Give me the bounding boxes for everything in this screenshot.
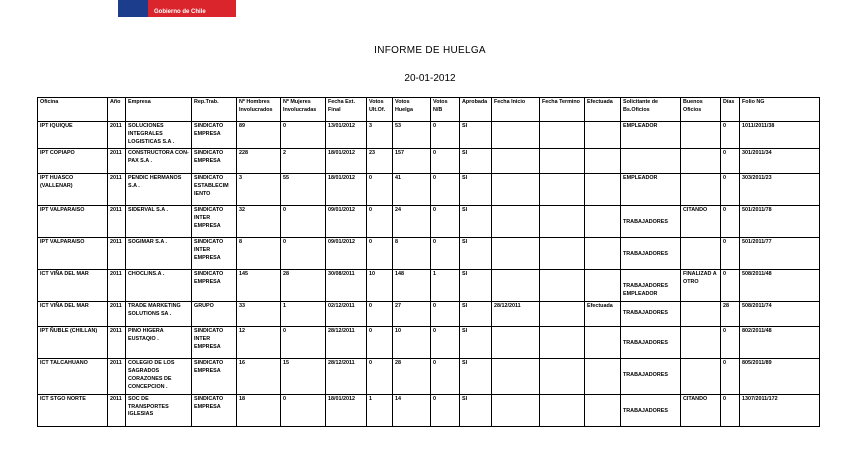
column-header: Fecha Ext. Final bbox=[326, 98, 367, 122]
cell-buenos-oficios bbox=[681, 174, 721, 206]
cell-mujeres: 1 bbox=[281, 302, 326, 327]
cell-votos-nb: 0 bbox=[431, 174, 460, 206]
cell-votos-ult: 0 bbox=[367, 174, 393, 206]
cell-oficina: ICT STGO NORTE bbox=[38, 394, 108, 426]
cell-folio: 1011/2011/38 bbox=[740, 122, 820, 149]
cell-votos-huelga: 41 bbox=[393, 174, 431, 206]
cell-dias: 0 bbox=[721, 359, 740, 394]
column-header: Oficina bbox=[38, 98, 108, 122]
column-header: Folio NG bbox=[740, 98, 820, 122]
table-row bbox=[38, 174, 820, 206]
cell-votos-huelga: 27 bbox=[393, 302, 431, 327]
cell-folio: 508/2011/74 bbox=[740, 302, 820, 327]
column-header: Nº Mujeres Involucradas bbox=[281, 98, 326, 122]
cell-fecha-inicio bbox=[492, 174, 540, 206]
cell-fecha-termino bbox=[540, 206, 585, 238]
table-row bbox=[38, 122, 820, 149]
cell-efectuada bbox=[585, 359, 621, 394]
cell-hombres: 18 bbox=[237, 394, 281, 426]
cell-aprobada: SI bbox=[460, 359, 492, 394]
cell-rep-trab: SINDICATO EMPRESA bbox=[192, 149, 237, 174]
cell-hombres: 145 bbox=[237, 270, 281, 302]
cell-mujeres: 55 bbox=[281, 174, 326, 206]
cell-buenos-oficios bbox=[681, 122, 721, 149]
cell-solicitante bbox=[621, 149, 681, 174]
cell-aprobada: SI bbox=[460, 238, 492, 270]
cell-solicitante bbox=[621, 270, 681, 302]
logo-blue-block bbox=[118, 0, 148, 17]
cell-buenos-oficios bbox=[681, 359, 721, 394]
cell-solicitante bbox=[621, 174, 681, 206]
logo-red-block bbox=[148, 0, 236, 17]
cell-dias: 0 bbox=[721, 206, 740, 238]
cell-votos-nb: 0 bbox=[431, 302, 460, 327]
cell-solicitante bbox=[621, 122, 681, 149]
cell-empresa: SOGIMAR S.A . bbox=[126, 238, 192, 270]
cell-dias: 0 bbox=[721, 270, 740, 302]
cell-ano: 2011 bbox=[108, 206, 126, 238]
cell-empresa: SOC DE TRANSPORTES IGLESIAS bbox=[126, 394, 192, 426]
cell-votos-huelga: 8 bbox=[393, 238, 431, 270]
cell-solicitante bbox=[621, 359, 681, 394]
cell-fecha-termino bbox=[540, 394, 585, 426]
cell-mujeres: 28 bbox=[281, 270, 326, 302]
cell-mujeres: 0 bbox=[281, 122, 326, 149]
cell-fecha-termino bbox=[540, 270, 585, 302]
solicitante-text: TRABAJADORES bbox=[623, 340, 668, 347]
cell-buenos-oficios: FINALIZAD A OTRO bbox=[681, 270, 721, 302]
cell-buenos-oficios bbox=[681, 327, 721, 359]
cell-empresa: SOLUCIONES INTEGRALES LOGISTICAS S.A . bbox=[126, 122, 192, 149]
column-header: Votos Ult.Of. bbox=[367, 98, 393, 122]
cell-folio: 501/2011/78 bbox=[740, 206, 820, 238]
cell-votos-huelga: 24 bbox=[393, 206, 431, 238]
cell-fecha-termino bbox=[540, 327, 585, 359]
cell-fecha-termino bbox=[540, 359, 585, 394]
cell-rep-trab: SINDICATO INTER EMPRESA bbox=[192, 327, 237, 359]
cell-oficina: ICT TALCAHUANO bbox=[38, 359, 108, 394]
cell-votos-huelga: 148 bbox=[393, 270, 431, 302]
cell-votos-huelga: 14 bbox=[393, 394, 431, 426]
cell-ano: 2011 bbox=[108, 327, 126, 359]
cell-fecha-termino bbox=[540, 238, 585, 270]
cell-solicitante bbox=[621, 302, 681, 327]
cell-efectuada bbox=[585, 149, 621, 174]
cell-fecha-inicio bbox=[492, 270, 540, 302]
cell-fecha-ext: 18/01/2012 bbox=[326, 149, 367, 174]
cell-folio: 301/2011/34 bbox=[740, 149, 820, 174]
cell-rep-trab: SINDICATO INTER EMPRESA bbox=[192, 238, 237, 270]
cell-efectuada bbox=[585, 394, 621, 426]
cell-ano: 2011 bbox=[108, 122, 126, 149]
cell-aprobada: SI bbox=[460, 327, 492, 359]
cell-fecha-ext: 09/01/2012 bbox=[326, 206, 367, 238]
table-row bbox=[38, 206, 820, 238]
table-row bbox=[38, 238, 820, 270]
cell-solicitante bbox=[621, 206, 681, 238]
cell-oficina: IPT ÑUBLE (CHILLAN) bbox=[38, 327, 108, 359]
column-header: Días bbox=[721, 98, 740, 122]
cell-votos-huelga: 28 bbox=[393, 359, 431, 394]
cell-aprobada: SI bbox=[460, 270, 492, 302]
cell-fecha-inicio bbox=[492, 394, 540, 426]
solicitante-text: TRABAJADORES EMPLEADOR bbox=[623, 283, 668, 298]
table-row bbox=[38, 394, 820, 426]
cell-fecha-termino bbox=[540, 302, 585, 327]
table-row bbox=[38, 359, 820, 394]
cell-hombres: 3 bbox=[237, 174, 281, 206]
cell-fecha-ext: 13/01/2012 bbox=[326, 122, 367, 149]
cell-efectuada bbox=[585, 270, 621, 302]
cell-fecha-inicio bbox=[492, 149, 540, 174]
cell-mujeres: 0 bbox=[281, 206, 326, 238]
cell-fecha-inicio bbox=[492, 359, 540, 394]
cell-fecha-inicio bbox=[492, 206, 540, 238]
cell-rep-trab: SINDICATO INTER EMPRESA bbox=[192, 206, 237, 238]
cell-oficina: IPT COPIAPO bbox=[38, 149, 108, 174]
cell-empresa: COLEGIO DE LOS SAGRADOS CORAZONES DE CONCEPCION . bbox=[126, 359, 192, 394]
cell-rep-trab: SINDICATO EMPRESA bbox=[192, 359, 237, 394]
column-header: Año bbox=[108, 98, 126, 122]
cell-oficina: IPT VALPARAISO bbox=[38, 206, 108, 238]
cell-ano: 2011 bbox=[108, 174, 126, 206]
cell-votos-nb: 1 bbox=[431, 270, 460, 302]
cell-fecha-ext: 28/12/2011 bbox=[326, 327, 367, 359]
cell-hombres: 8 bbox=[237, 238, 281, 270]
cell-ano: 2011 bbox=[108, 238, 126, 270]
column-header: Solicitante de Bs.Oficios bbox=[621, 98, 681, 122]
cell-solicitante bbox=[621, 327, 681, 359]
cell-rep-trab: SINDICATO EMPRESA bbox=[192, 270, 237, 302]
cell-votos-ult: 3 bbox=[367, 122, 393, 149]
cell-efectuada bbox=[585, 174, 621, 206]
solicitante-text: TRABAJADORES bbox=[623, 372, 668, 379]
cell-efectuada bbox=[585, 206, 621, 238]
cell-votos-huelga: 10 bbox=[393, 327, 431, 359]
cell-hombres: 89 bbox=[237, 122, 281, 149]
cell-mujeres: 0 bbox=[281, 394, 326, 426]
cell-empresa: CONSTRUCTORA CON-PAX S.A . bbox=[126, 149, 192, 174]
column-header: Votos Huelga bbox=[393, 98, 431, 122]
cell-votos-nb: 0 bbox=[431, 206, 460, 238]
logo-text: Gobierno de Chile bbox=[154, 9, 206, 15]
cell-empresa: PENDIC HERMANOS S.A . bbox=[126, 174, 192, 206]
cell-buenos-oficios bbox=[681, 149, 721, 174]
cell-fecha-ext: 28/12/2011 bbox=[326, 359, 367, 394]
cell-dias: 0 bbox=[721, 122, 740, 149]
cell-folio: 508/2011/48 bbox=[740, 270, 820, 302]
cell-votos-nb: 0 bbox=[431, 359, 460, 394]
cell-folio: 303/2011/23 bbox=[740, 174, 820, 206]
solicitante-text: TRABAJADORES bbox=[623, 407, 668, 414]
column-header: Rep.Trab. bbox=[192, 98, 237, 122]
cell-hombres: 228 bbox=[237, 149, 281, 174]
cell-aprobada: SI bbox=[460, 206, 492, 238]
cell-fecha-ext: 18/01/2012 bbox=[326, 174, 367, 206]
cell-votos-ult: 0 bbox=[367, 206, 393, 238]
cell-solicitante bbox=[621, 238, 681, 270]
cell-votos-nb: 0 bbox=[431, 122, 460, 149]
cell-empresa: PINO HIGERA EUSTAQIO . bbox=[126, 327, 192, 359]
cell-efectuada bbox=[585, 238, 621, 270]
cell-folio: 805/2011/89 bbox=[740, 359, 820, 394]
column-header: Fecha Termino bbox=[540, 98, 585, 122]
cell-efectuada: Efectuada bbox=[585, 302, 621, 327]
cell-oficina: IPT HUASCO (VALLENAR) bbox=[38, 174, 108, 206]
cell-efectuada bbox=[585, 122, 621, 149]
report-date: 20-01-2012 bbox=[404, 73, 456, 84]
table-row bbox=[38, 270, 820, 302]
cell-dias: 0 bbox=[721, 174, 740, 206]
cell-fecha-termino bbox=[540, 122, 585, 149]
table-row bbox=[38, 327, 820, 359]
cell-votos-ult: 0 bbox=[367, 238, 393, 270]
cell-fecha-inicio bbox=[492, 327, 540, 359]
cell-folio: 802/2011/48 bbox=[740, 327, 820, 359]
cell-rep-trab: GRUPO bbox=[192, 302, 237, 327]
cell-votos-nb: 0 bbox=[431, 394, 460, 426]
solicitante-text: EMPLEADOR bbox=[623, 123, 658, 129]
cell-votos-ult: 23 bbox=[367, 149, 393, 174]
cell-aprobada: SI bbox=[460, 149, 492, 174]
cell-dias: 28 bbox=[721, 302, 740, 327]
solicitante-text: TRABAJADORES bbox=[623, 251, 668, 258]
cell-ano: 2011 bbox=[108, 149, 126, 174]
cell-votos-ult: 0 bbox=[367, 327, 393, 359]
cell-fecha-inicio: 28/12/2011 bbox=[492, 302, 540, 327]
cell-votos-nb: 0 bbox=[431, 327, 460, 359]
cell-buenos-oficios: CITANDO bbox=[681, 206, 721, 238]
table-header-row bbox=[38, 98, 820, 122]
cell-votos-ult: 0 bbox=[367, 359, 393, 394]
cell-empresa: CHOCLINS.A . bbox=[126, 270, 192, 302]
cell-votos-ult: 1 bbox=[367, 394, 393, 426]
cell-votos-nb: 0 bbox=[431, 149, 460, 174]
cell-dias: 0 bbox=[721, 149, 740, 174]
column-header: Aprobada bbox=[460, 98, 492, 122]
cell-mujeres: 15 bbox=[281, 359, 326, 394]
cell-buenos-oficios bbox=[681, 238, 721, 270]
cell-oficina: ICT VIÑA DEL MAR bbox=[38, 270, 108, 302]
solicitante-text: TRABAJADORES bbox=[623, 310, 668, 317]
cell-hombres: 12 bbox=[237, 327, 281, 359]
cell-fecha-ext: 30/08/2011 bbox=[326, 270, 367, 302]
report-title: INFORME DE HUELGA bbox=[374, 45, 486, 56]
solicitante-text: TRABAJADORES bbox=[623, 219, 668, 226]
strike-report-table bbox=[37, 97, 820, 427]
cell-hombres: 16 bbox=[237, 359, 281, 394]
cell-fecha-ext: 09/01/2012 bbox=[326, 238, 367, 270]
cell-fecha-ext: 18/01/2012 bbox=[326, 394, 367, 426]
cell-oficina: IPT VALPARAISO bbox=[38, 238, 108, 270]
cell-aprobada: SI bbox=[460, 174, 492, 206]
cell-votos-ult: 10 bbox=[367, 270, 393, 302]
column-header: Buenos Oficios bbox=[681, 98, 721, 122]
cell-votos-huelga: 53 bbox=[393, 122, 431, 149]
cell-ano: 2011 bbox=[108, 394, 126, 426]
cell-oficina: IPT IQUIQUE bbox=[38, 122, 108, 149]
cell-empresa: SIDERVAL S.A . bbox=[126, 206, 192, 238]
cell-buenos-oficios: CITANDO bbox=[681, 394, 721, 426]
cell-dias: 0 bbox=[721, 327, 740, 359]
cell-fecha-inicio bbox=[492, 238, 540, 270]
cell-aprobada: SI bbox=[460, 122, 492, 149]
column-header: Efectuada bbox=[585, 98, 621, 122]
cell-rep-trab: SINDICATO ESTABLECIM IENTO bbox=[192, 174, 237, 206]
cell-folio: 1307/2011/172 bbox=[740, 394, 820, 426]
cell-mujeres: 2 bbox=[281, 149, 326, 174]
cell-empresa: TRADE MARKETING SOLUTIONS SA . bbox=[126, 302, 192, 327]
cell-buenos-oficios bbox=[681, 302, 721, 327]
cell-dias: 0 bbox=[721, 238, 740, 270]
government-logo bbox=[118, 0, 236, 17]
cell-fecha-inicio bbox=[492, 122, 540, 149]
table-row bbox=[38, 302, 820, 327]
cell-hombres: 32 bbox=[237, 206, 281, 238]
cell-mujeres: 0 bbox=[281, 238, 326, 270]
cell-aprobada: SI bbox=[460, 302, 492, 327]
cell-hombres: 33 bbox=[237, 302, 281, 327]
table-row bbox=[38, 149, 820, 174]
column-header: Nº Hombres Involucrados bbox=[237, 98, 281, 122]
cell-folio: 501/2011/77 bbox=[740, 238, 820, 270]
cell-rep-trab: SINDICATO EMPRESA bbox=[192, 122, 237, 149]
cell-ano: 2011 bbox=[108, 302, 126, 327]
cell-rep-trab: SINDICATO EMPRESA bbox=[192, 394, 237, 426]
cell-solicitante bbox=[621, 394, 681, 426]
cell-votos-nb: 0 bbox=[431, 238, 460, 270]
column-header: Fecha Inicio bbox=[492, 98, 540, 122]
cell-votos-ult: 0 bbox=[367, 302, 393, 327]
cell-aprobada: SI bbox=[460, 394, 492, 426]
cell-mujeres: 0 bbox=[281, 327, 326, 359]
column-header: Empresa bbox=[126, 98, 192, 122]
cell-fecha-termino bbox=[540, 149, 585, 174]
solicitante-text: EMPLEADOR bbox=[623, 175, 658, 182]
column-header: Votos N/B bbox=[431, 98, 460, 122]
cell-votos-huelga: 157 bbox=[393, 149, 431, 174]
cell-efectuada bbox=[585, 327, 621, 359]
cell-dias: 0 bbox=[721, 394, 740, 426]
cell-ano: 2011 bbox=[108, 270, 126, 302]
cell-fecha-ext: 02/12/2011 bbox=[326, 302, 367, 327]
cell-oficina: ICT VIÑA DEL MAR bbox=[38, 302, 108, 327]
cell-fecha-termino bbox=[540, 174, 585, 206]
cell-ano: 2011 bbox=[108, 359, 126, 394]
